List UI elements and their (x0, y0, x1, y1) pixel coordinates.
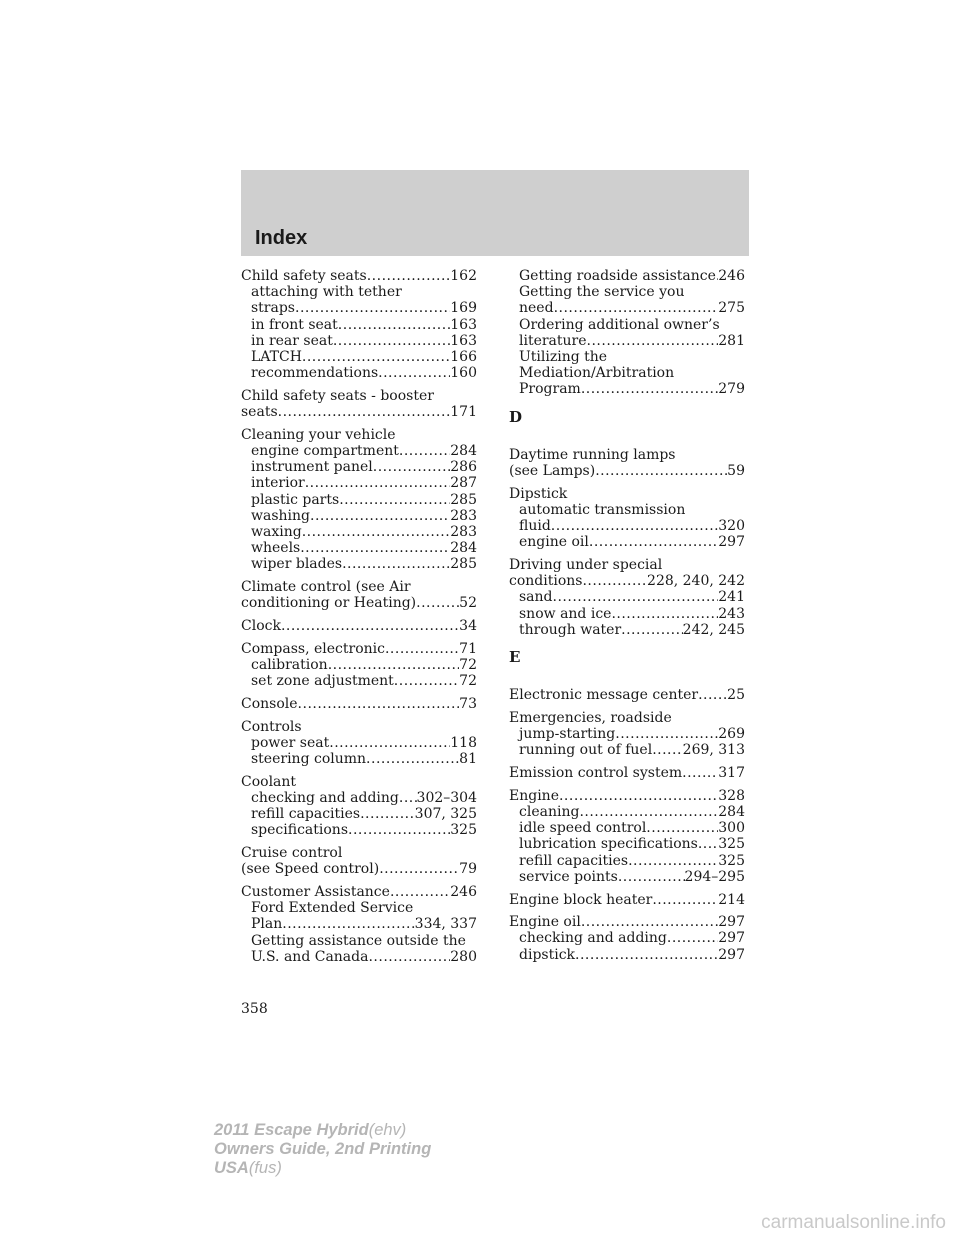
index-subentry (241, 524, 477, 540)
leader-dots (652, 892, 718, 908)
page-reference: 79 (459, 861, 477, 878)
page-reference: 118 (450, 734, 477, 751)
leader-dots (328, 657, 459, 673)
document-footer (214, 1121, 431, 1178)
leader-dots (278, 404, 451, 420)
index-subentry (509, 622, 745, 638)
entry-text: Console (241, 695, 298, 712)
entry-text: (see Speed control) (241, 861, 380, 878)
index-subentry (241, 508, 477, 524)
index-entry (241, 268, 477, 381)
page-reference: 300 (718, 820, 745, 837)
entry-text: Mediation/Arbitration (519, 365, 675, 382)
index-heading (509, 486, 745, 502)
entry-text: automatic transmission (519, 501, 686, 518)
entry-text: Customer Assistance (241, 883, 390, 900)
page-reference: 81 (459, 750, 477, 767)
entry-text: attaching with tether (251, 284, 402, 301)
entry-text: through water (519, 621, 622, 638)
leader-dots (589, 534, 718, 550)
index-entry (509, 710, 745, 759)
page-reference: 286 (450, 459, 477, 476)
entry-text: Clock (241, 618, 281, 635)
index-subentry (241, 949, 477, 965)
leader-dots (302, 524, 451, 540)
index-subentry (509, 947, 745, 963)
index-entry (509, 486, 745, 551)
page-reference: 228, 240, 242 (647, 573, 745, 590)
leader-dots (628, 853, 718, 869)
section-title: Index (255, 227, 308, 249)
section-header-bar (241, 170, 749, 256)
index-subentry (509, 804, 745, 820)
page-reference: 162 (450, 268, 477, 284)
page-reference: 160 (450, 365, 477, 382)
entry-text: checking and adding (251, 789, 399, 806)
index-entry (509, 268, 745, 398)
page-reference: 297 (718, 930, 745, 947)
index-heading (509, 573, 745, 589)
entry-text: Compass, electronic (241, 640, 385, 657)
leader-dots (281, 618, 459, 634)
index-subentry (241, 790, 477, 806)
leader-dots (554, 300, 719, 316)
leader-dots (416, 595, 459, 611)
index-subentry (241, 556, 477, 572)
entry-text: Cleaning your vehicle (241, 426, 396, 443)
entry-text: running out of fuel (519, 742, 653, 759)
index-subentry (509, 836, 745, 852)
entry-text: jump-starting (519, 726, 616, 743)
entry-text: calibration (251, 656, 328, 673)
entry-text: power seat (251, 734, 330, 751)
index-subentry (241, 333, 477, 349)
page-reference: 243 (718, 605, 745, 622)
entry-text: Child safety seats (241, 268, 367, 284)
entry-text: lubrication specifications (519, 836, 698, 853)
page-reference: 285 (450, 491, 477, 508)
entry-text: plastic parts (251, 491, 340, 508)
leader-dots (366, 751, 459, 767)
index-subentry (509, 518, 745, 534)
leader-dots (615, 726, 718, 742)
entry-text: interior (251, 475, 305, 492)
index-subentry (509, 853, 745, 869)
index-heading (509, 557, 745, 573)
leader-dots (682, 765, 718, 781)
entry-text: Ordering additional owner’s (519, 316, 720, 333)
leader-dots (339, 492, 450, 508)
index-heading (241, 404, 477, 420)
leader-dots (582, 573, 647, 589)
leader-dots (390, 884, 450, 900)
entry-text: need (519, 300, 554, 317)
index-heading (241, 696, 477, 712)
page-reference: 214 (718, 891, 745, 908)
page-reference: 302–304 (416, 789, 477, 806)
leader-dots (302, 349, 450, 365)
page-reference: 72 (459, 673, 477, 690)
leader-dots (367, 268, 451, 284)
index-heading (241, 861, 477, 877)
index-column-right (509, 268, 745, 969)
leader-dots (368, 949, 450, 965)
index-subentry (509, 300, 745, 316)
index-subentry (241, 673, 477, 689)
index-subentry (241, 443, 477, 459)
leader-dots (399, 443, 450, 459)
leader-dots (611, 606, 718, 622)
entry-text: Engine oil (509, 914, 581, 931)
index-subentry (509, 534, 745, 550)
index-heading (241, 268, 477, 284)
index-entry (241, 388, 477, 420)
page-reference: 25 (727, 687, 745, 704)
entry-text: washing (251, 507, 310, 524)
leader-dots (595, 463, 727, 479)
index-subentry (509, 365, 745, 381)
index-subentry (241, 284, 477, 300)
leader-dots (551, 518, 718, 534)
index-subentry (509, 726, 745, 742)
page-reference: 163 (450, 316, 477, 333)
index-subentry (509, 869, 745, 885)
index-heading (509, 687, 745, 703)
index-subentry (241, 317, 477, 333)
entry-text: dipstick (519, 946, 576, 963)
entry-text: Emergencies, roadside (509, 709, 672, 726)
leader-dots (575, 947, 718, 963)
section-letter-d: D (509, 407, 523, 426)
entry-text: set zone adjustment (251, 673, 394, 690)
entry-text: refill capacities (251, 806, 361, 823)
leader-dots (399, 790, 417, 806)
page-reference: 297 (718, 534, 745, 551)
page-reference: 171 (450, 404, 477, 421)
page-reference: 317 (718, 765, 745, 782)
leader-dots (652, 742, 682, 758)
index-subentry (241, 822, 477, 838)
index-heading (241, 641, 477, 657)
leader-dots (378, 365, 450, 381)
entry-text: LATCH (251, 349, 302, 366)
entry-text: Getting assistance outside the (251, 932, 466, 949)
page-reference: 242, 245 (682, 621, 745, 638)
index-column-left (241, 268, 477, 971)
index-heading (241, 579, 477, 595)
leader-dots (394, 673, 459, 689)
leader-dots (618, 869, 685, 885)
index-entry (241, 579, 477, 611)
page-reference: 325 (718, 852, 745, 869)
leader-dots (667, 930, 718, 946)
entry-text: straps (251, 300, 295, 317)
entry-text: Utilizing the (519, 349, 608, 366)
entry-text: Cruise control (241, 845, 343, 861)
leader-dots (379, 861, 459, 877)
entry-text: Coolant (241, 773, 297, 790)
page-reference: 34 (459, 618, 477, 635)
index-subentry (241, 735, 477, 751)
index-heading (241, 618, 477, 634)
index-heading (241, 427, 477, 443)
index-entry (509, 765, 745, 781)
page-reference: 284 (718, 803, 745, 820)
leader-dots (338, 317, 450, 333)
page-reference: 269 (718, 726, 745, 743)
index-subentry (509, 502, 745, 518)
index-heading (509, 788, 745, 804)
page-reference: 73 (459, 695, 477, 712)
page-reference: 246 (718, 268, 745, 284)
page-reference: 285 (450, 556, 477, 573)
section-e-entries (509, 687, 745, 963)
index-subentry (241, 365, 477, 381)
index-entry (509, 892, 745, 908)
page-reference: 297 (718, 914, 745, 931)
index-entry (241, 427, 477, 573)
page-reference: 283 (450, 507, 477, 524)
entry-text: Driving under special (509, 557, 663, 574)
index-subentry (509, 742, 745, 758)
leader-dots (373, 459, 451, 475)
page-reference: 52 (459, 595, 477, 612)
entry-text: sand (519, 589, 553, 606)
index-subentry (509, 268, 745, 284)
leader-dots (305, 475, 451, 491)
page-reference: 281 (718, 332, 745, 349)
entry-text: (see Lamps) (509, 463, 596, 480)
entry-text: specifications (251, 822, 349, 839)
page-reference: 334, 337 (414, 916, 477, 933)
leader-dots (581, 914, 718, 930)
page-reference: 284 (450, 443, 477, 460)
index-heading (509, 914, 745, 930)
leader-dots (698, 687, 727, 703)
index-entry (509, 447, 745, 479)
leader-dots (310, 508, 450, 524)
index-heading (509, 463, 745, 479)
leader-dots (646, 820, 718, 836)
leader-dots (333, 333, 450, 349)
index-heading (241, 388, 477, 404)
index-entry (509, 788, 745, 885)
page-reference: 59 (727, 463, 745, 480)
index-entry (509, 914, 745, 963)
page-reference: 287 (450, 475, 477, 492)
index-heading (509, 447, 745, 463)
leader-dots (360, 806, 415, 822)
index-entry (241, 696, 477, 712)
page-reference: 325 (450, 822, 477, 839)
entry-text: Engine (509, 787, 559, 804)
entry-text: engine oil (519, 534, 589, 551)
index-subentry (509, 820, 745, 836)
index-entry (241, 641, 477, 690)
index-subentry (241, 540, 477, 556)
index-subentry (241, 657, 477, 673)
page-reference: 297 (718, 946, 745, 963)
entry-text: in front seat (251, 316, 338, 333)
page-reference: 72 (459, 656, 477, 673)
footer-guide: Owners Guide, 2nd Printing (214, 1140, 432, 1158)
index-heading (241, 719, 477, 735)
page-reference: 320 (718, 518, 745, 535)
index-subentry (241, 916, 477, 932)
leader-dots (348, 822, 450, 838)
entry-text: seats (241, 404, 278, 421)
index-heading (241, 595, 477, 611)
footer-model: 2011 Escape Hybrid (214, 1121, 369, 1139)
page-reference: 166 (450, 349, 477, 366)
entry-text: U.S. and Canada (251, 948, 369, 965)
leader-dots (553, 589, 719, 605)
entry-text: refill capacities (519, 852, 629, 869)
index-subentry (509, 349, 745, 365)
index-subentry (509, 317, 745, 333)
page-reference: 283 (450, 524, 477, 541)
index-heading (509, 765, 745, 781)
entry-text: Getting the service you (519, 284, 685, 301)
leader-dots (282, 916, 414, 932)
page-reference: 169 (450, 300, 477, 317)
leader-dots (329, 735, 450, 751)
index-heading (509, 892, 745, 908)
page-reference: 275 (718, 300, 745, 317)
index-heading (241, 884, 477, 900)
index-subentry (241, 806, 477, 822)
page-reference: 71 (459, 640, 477, 657)
leader-dots (342, 556, 450, 572)
entry-text: Getting roadside assistance (519, 268, 716, 284)
entry-text: Controls (241, 718, 302, 735)
entry-text: Daytime running lamps (509, 446, 676, 463)
page-reference: 280 (450, 948, 477, 965)
page-reference: 269, 313 (682, 742, 745, 759)
entry-text: Electronic message center (509, 687, 699, 704)
entry-text: recommendations (251, 365, 379, 382)
entry-text: in rear seat (251, 332, 333, 349)
continued-entries (509, 268, 745, 398)
leader-dots (298, 696, 460, 712)
entry-text: Plan (251, 916, 283, 933)
index-subentry (509, 284, 745, 300)
entry-text: engine compartment (251, 443, 399, 460)
page-number: 358 (241, 1001, 268, 1017)
index-subentry (509, 930, 745, 946)
leader-dots (587, 333, 719, 349)
index-subentry (241, 751, 477, 767)
leader-dots (559, 788, 718, 804)
page-reference: 328 (718, 787, 745, 804)
entry-text: instrument panel (251, 459, 373, 476)
index-entry (241, 774, 477, 839)
index-subentry (241, 492, 477, 508)
leader-dots (295, 300, 450, 316)
entry-text: idle speed control (519, 820, 647, 837)
leader-dots (385, 641, 459, 657)
index-heading (241, 774, 477, 790)
page-reference: 246 (450, 883, 477, 900)
page-reference: 307, 325 (414, 806, 477, 823)
page-reference: 284 (450, 540, 477, 557)
entry-text: conditions (509, 573, 583, 590)
entry-text: waxing (251, 524, 302, 541)
page-reference: 241 (718, 589, 745, 606)
section-letter-e: E (509, 648, 521, 667)
index-subentry (241, 300, 477, 316)
page-reference: 163 (450, 332, 477, 349)
footer-region-code: (fus) (248, 1159, 282, 1177)
leader-dots (579, 804, 718, 820)
leader-dots (621, 622, 683, 638)
leader-dots (300, 540, 450, 556)
entry-text: service points (519, 868, 618, 885)
index-subentry (509, 589, 745, 605)
entry-text: Ford Extended Service (251, 900, 414, 917)
section-d-entries (509, 447, 745, 638)
entry-text: Dipstick (509, 485, 568, 502)
entry-text: Climate control (see Air (241, 579, 411, 596)
footer-region: USA (214, 1159, 249, 1177)
entry-text: Program (519, 381, 581, 398)
index-entry (241, 618, 477, 634)
entry-text: snow and ice (519, 605, 612, 622)
index-entry (241, 719, 477, 768)
entry-text: Engine block heater (509, 891, 653, 908)
index-subentry (241, 459, 477, 475)
index-entry (241, 884, 477, 965)
index-subentry (509, 333, 745, 349)
entry-text: conditioning or Heating) (241, 595, 417, 612)
entry-text: Child safety seats - booster (241, 387, 434, 404)
entry-text: wiper blades (251, 556, 343, 573)
watermark: carmanualsonline.info (761, 1212, 946, 1233)
index-subentry (241, 475, 477, 491)
entry-text: steering column (251, 750, 367, 767)
leader-dots (581, 381, 718, 397)
index-entry (509, 557, 745, 638)
index-subentry (509, 381, 745, 397)
index-heading (241, 845, 477, 861)
entry-text: cleaning (519, 803, 580, 820)
entry-text: Emission control system (509, 765, 683, 782)
page-reference: 279 (718, 381, 745, 398)
index-subentry (509, 606, 745, 622)
index-entry (509, 687, 745, 703)
index-entry (241, 845, 477, 877)
page-reference: 325 (718, 836, 745, 853)
entry-text: literature (519, 332, 587, 349)
index-heading (509, 710, 745, 726)
entry-text: fluid (519, 518, 551, 535)
index-subentry (241, 349, 477, 365)
index-subentry (241, 900, 477, 916)
page-reference: 294–295 (684, 868, 745, 885)
entry-text: checking and adding (519, 930, 667, 947)
index-subentry (241, 933, 477, 949)
footer-model-code: (ehv) (368, 1121, 407, 1139)
leader-dots (698, 836, 718, 852)
entry-text: wheels (251, 540, 301, 557)
